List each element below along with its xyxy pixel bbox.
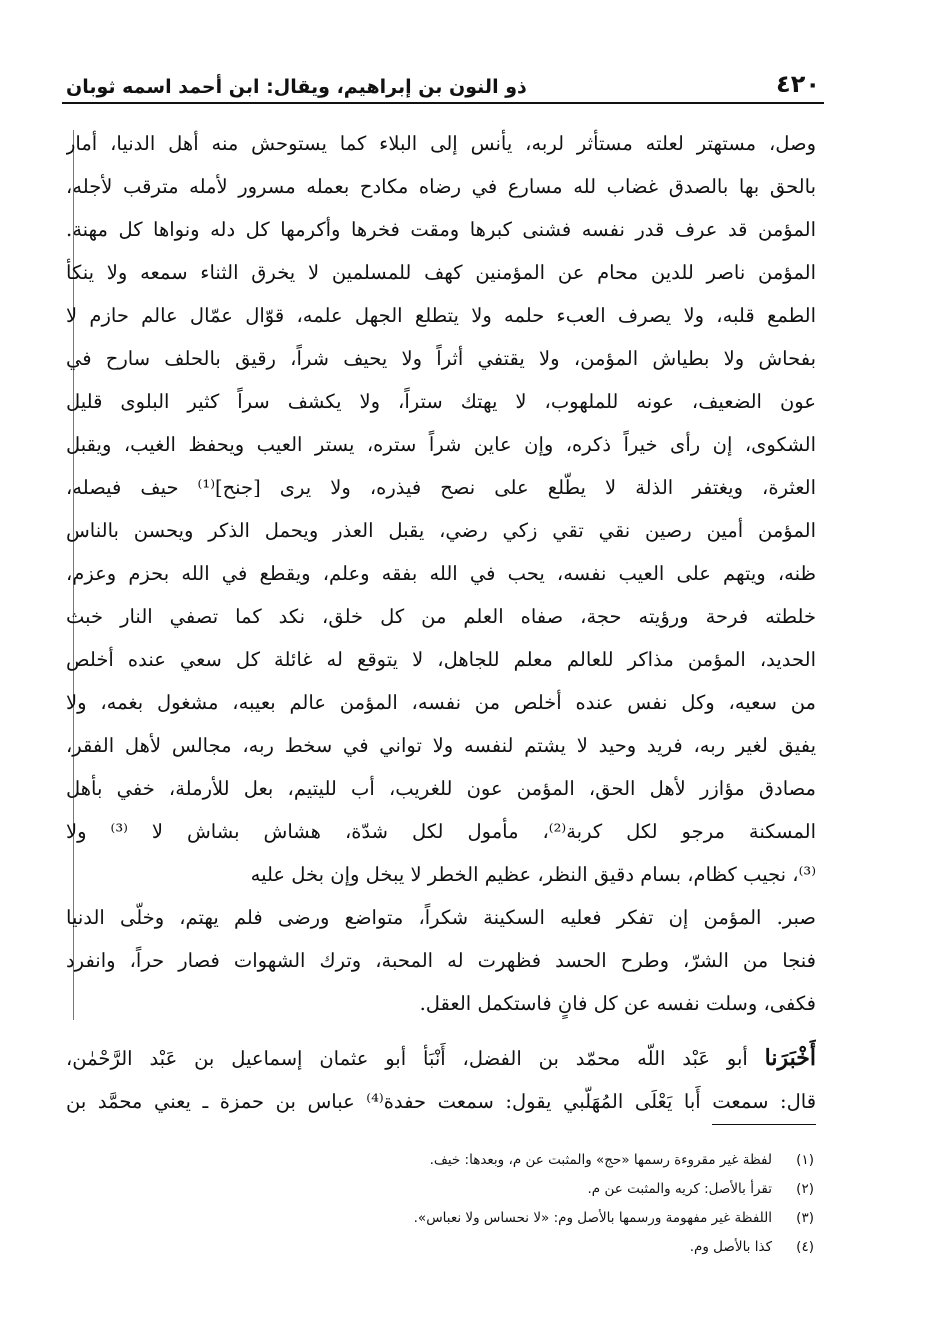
text-line: صبر. المؤمن إن تفكر فعليه السكينة شكراً، متواضع ورضى فلم يهتم، وخلّى الدنيا <box>66 906 816 929</box>
footnote-text: تقرأ بالأصل: كريه والمثبت عن م. <box>587 1181 772 1197</box>
text-line: وصل، مستهتر لعلته مستأثر لربه، يأنس إلى البلاء كما يستوحش منه أهل الدنيا، أمار <box>66 132 816 155</box>
text-line: العثرة، ويغتفر الذلة لا يطّلع على نصح فيذره، ولا يرى [جنح]⁽¹⁾ حيف فيصله، <box>66 476 816 499</box>
footnote <box>120 1146 814 1175</box>
text-line: من سعيه، وكل نفس عنده أخلص من نفسه، المؤمن عالم بعيبه، مشغول بغمه، ولا <box>66 691 816 714</box>
footnote <box>120 1233 814 1262</box>
isnad-text: أبو عَبْد اللّه محمّد بن الفضل، أَنْبَأ أبو عثمان إسماعيل بن عَبْد الرَّحْمٰن، <box>66 1047 765 1070</box>
isnad-lead-word: أَخْبَرَنا <box>764 1045 816 1071</box>
header-rule <box>62 102 824 104</box>
text-line: الشكوى، إن رأى خيراً ذكره، وإن عاين شراً ستره، يستر العيب ويحفظ الغيب، ويقبل <box>66 433 816 456</box>
text-line: المؤمن ناصر للدين محام عن المؤمنين كهف للمسلمين لا يخرق الثناء سمعه ولا ينكأ <box>66 261 816 284</box>
footnote-number: (٤) <box>796 1239 814 1255</box>
text-line: يفيق لغير ربه، فريد وحيد لا يشتم لنفسه ولا تواني في سخط ربه، مجالس لأهل الفقر، <box>66 734 816 757</box>
text-line: فنجا من الشرّ، وطرح الحسد فظهرت له المحبة، وترك الشهوات فصار حراً، وانفرد <box>66 949 816 972</box>
footnote-number: (٣) <box>796 1210 814 1226</box>
footnotes <box>120 1146 814 1262</box>
footnote <box>120 1204 814 1233</box>
footnote-text: كذا بالأصل وم. <box>689 1239 772 1255</box>
isnad-line: قال: سمعت أَبا يَعْلَى المُهَلّبي يقول: سمعت حفدة⁽⁴⁾ عباس بن حمزة ـ يعني محمَّد بن <box>66 1090 816 1113</box>
text-line: بالحق بها بالصدق غضاب لله مسارع في رضاه مكادح بعمله مسرور لأمله مترقب لأجله، <box>66 175 816 198</box>
footnote-number: (١) <box>796 1152 814 1168</box>
text-line: فكفى، وسلت نفسه عن كل فانٍ فاستكمل العقل. <box>419 992 816 1015</box>
running-header <box>66 58 820 98</box>
text-line: المؤمن قد عرف قدر نفسه فشنى كبرها ومقت فخرها وأكرمها كل دله ونواها كل مهنة. <box>66 218 816 241</box>
text-line: المسكنة مرجو لكل كربة⁽²⁾، مأمول لكل شدّة، هشاش بشاش لا ⁽³⁾ ولا <box>66 820 816 843</box>
isnad-line <box>66 1037 816 1080</box>
running-title: ذو النون بن إبراهيم، ويقال: ابن أحمد اسمه ثوبان <box>66 76 527 98</box>
text-line: خلطته فرحة ورؤيته حجة، صفاه العلم من كل خلق، نكد كما تصفي النار خبث <box>66 605 816 628</box>
text-line: ظنه، ويتهم على العيب نفسه، يحب في الله بفقه وعلم، ويقطع في الله بحزم وعزم، <box>66 562 816 585</box>
text-line: عون الضعيف، عونه للملهوب، لا يهتك ستراً، ولا يكشف سراً كثير البلوى قليل <box>66 390 816 413</box>
footnote <box>120 1175 814 1204</box>
text-line: بفحاش ولا بطياش المؤمن، ولا يقتفي أثراً ولا يحيف شراً، رقيق بالحلف سارح في <box>66 347 816 370</box>
footnote-number: (٢) <box>796 1181 814 1197</box>
footnote-text: لفظة غير مقروءة رسمها «حج» والمثبت عن م، وبعدها: خيف. <box>429 1152 772 1168</box>
text-line: الحديد، المؤمن مذاكر للعالم معلم للجاهل، لا يتوقع له غائلة كل سعي عنده أخلص <box>66 648 816 671</box>
page-number: ٤٢٠ <box>776 70 820 98</box>
text-line: ⁽³⁾، نجيب كظام، بسام دقيق النظر، عظيم الخطر لا يبخل وإن بخل عليه <box>250 863 816 886</box>
footnote-text: اللفظة غير مفهومة ورسمها بالأصل وم: «لا نحساس ولا نعباس». <box>413 1210 772 1226</box>
main-text <box>66 122 816 1123</box>
text-line: الطمع قلبه، ولا يصرف العبء حلمه ولا يتطلع الجهل علمه، قوّال عمّال عالم حازم لا <box>66 304 816 327</box>
footnote-separator <box>712 1124 816 1125</box>
text-line: مصادق مؤازر لأهل الحق، المؤمن عون للغريب، أب لليتيم، بعل للأرملة، خفي بأهل <box>66 777 816 800</box>
text-line: المؤمن أمين رصين نقي تقي زكي رضي، يقبل العذر ويحمل الذكر ويحسن بالناس <box>66 519 816 542</box>
